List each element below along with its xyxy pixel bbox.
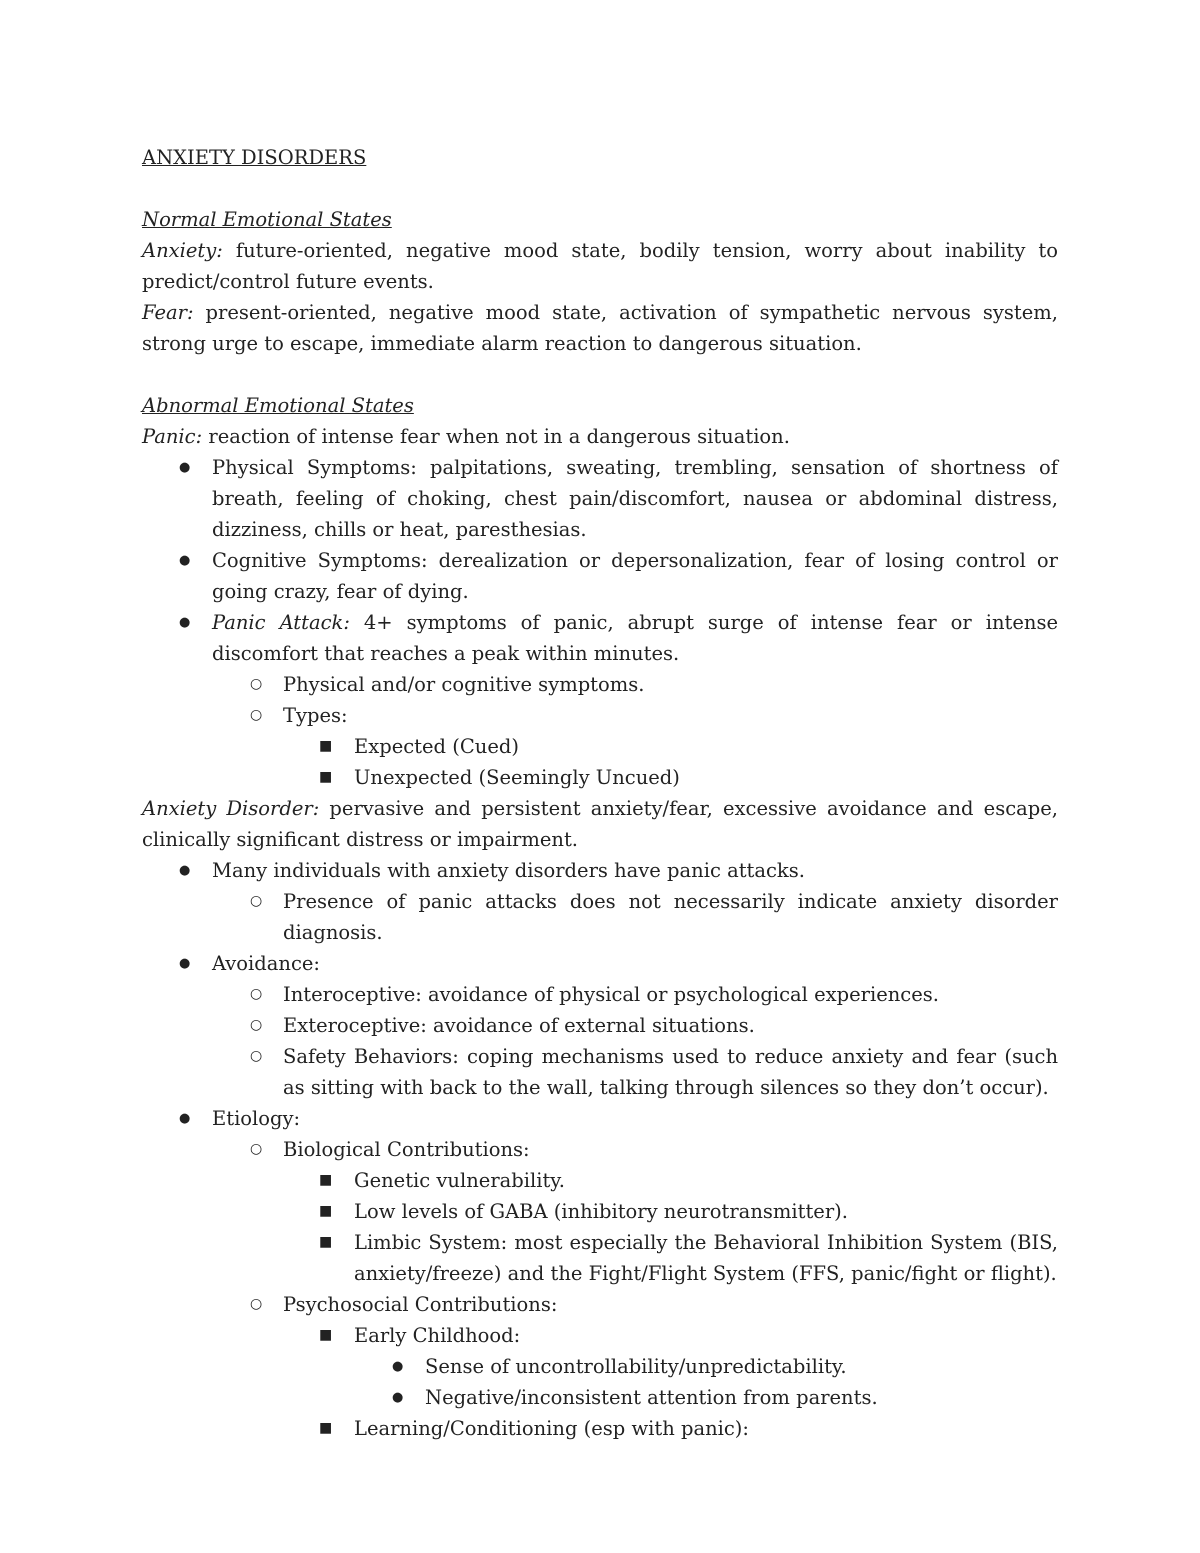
spacer bbox=[142, 173, 1058, 204]
panic-attack-sublist bbox=[212, 669, 1058, 793]
list-item-learning: ■ Learning/Conditioning (esp with panic): bbox=[283, 1413, 1058, 1444]
definition-anxiety: future-oriented, negative mood state, bodily tension, worry about inability to predict/control future events. bbox=[142, 239, 1058, 293]
term-panic-attack: Panic Attack: bbox=[212, 611, 350, 634]
list-item-limbic: ■ Limbic System: most especially the Behavioral Inhibition System (BIS, anxiety/freeze) and the Fight/Flight System (FFS, panic/fight or flight). bbox=[283, 1227, 1058, 1289]
etiology-label: Etiology: bbox=[212, 1107, 301, 1130]
panic-list bbox=[142, 452, 1058, 793]
list-item-avoidance bbox=[142, 948, 1058, 1103]
paragraph-panic bbox=[142, 421, 1058, 452]
list-item-negative: ● Negative/inconsistent attention from parents. bbox=[354, 1382, 1058, 1413]
list-item-biological bbox=[212, 1134, 1058, 1289]
list-item-psychosocial bbox=[212, 1289, 1058, 1444]
definition-panic: reaction of intense fear when not in a dangerous situation. bbox=[202, 425, 790, 448]
disorder-list bbox=[142, 855, 1058, 1444]
spacer bbox=[142, 359, 1058, 390]
definition-panic-attack: 4+ symptoms of panic, abrupt surge of intense fear or intense discomfort that reaches a peak within minutes. bbox=[212, 611, 1058, 665]
types-list bbox=[283, 731, 1058, 793]
section-heading-normal: Normal Emotional States bbox=[142, 208, 392, 231]
list-item-etiology bbox=[142, 1103, 1058, 1444]
list-item-gaba: ■ Low levels of GABA (inhibitory neurotransmitter). bbox=[283, 1196, 1058, 1227]
avoidance-label: Avoidance: bbox=[212, 952, 320, 975]
list-item-presence: ○ Presence of panic attacks does not necessarily indicate anxiety disorder diagnosis. bbox=[212, 886, 1058, 948]
definition-fear: present-oriented, negative mood state, activation of sympathetic nervous system, strong urge to escape, immediate alarm reaction to dangerous situation. bbox=[142, 301, 1058, 355]
list-item-many bbox=[142, 855, 1058, 948]
psychosocial-list bbox=[283, 1320, 1058, 1444]
section-heading-abnormal: Abnormal Emotional States bbox=[142, 394, 414, 417]
definition-anxiety-disorder: pervasive and persistent anxiety/fear, excessive avoidance and escape, clinically significant distress or impairment. bbox=[142, 797, 1058, 851]
etiology-sublist bbox=[212, 1134, 1058, 1444]
childhood-label: Early Childhood: bbox=[354, 1324, 521, 1347]
many-sublist bbox=[212, 886, 1058, 948]
biological-list bbox=[283, 1165, 1058, 1289]
document-page bbox=[142, 142, 1058, 1444]
biological-label: Biological Contributions: bbox=[283, 1138, 530, 1161]
term-panic: Panic: bbox=[142, 425, 203, 448]
list-item-genetic: ■ Genetic vulnerability. bbox=[283, 1165, 1058, 1196]
types-label: Types: bbox=[283, 704, 348, 727]
list-item-sense: ● Sense of uncontrollability/unpredictability. bbox=[354, 1351, 1058, 1382]
childhood-list bbox=[354, 1351, 1058, 1413]
list-item-childhood bbox=[283, 1320, 1058, 1413]
term-anxiety-disorder: Anxiety Disorder: bbox=[142, 797, 320, 820]
avoidance-sublist bbox=[212, 979, 1058, 1103]
list-item-physical: ● Physical Symptoms: palpitations, sweating, trembling, sensation of shortness of breath, feeling of choking, chest pain/discomfort, nausea or abdominal distress, dizziness, chills or heat, paresthesias. bbox=[142, 452, 1058, 545]
list-item-exteroceptive: ○ Exteroceptive: avoidance of external situations. bbox=[212, 1010, 1058, 1041]
list-item-unexpected: ■ Unexpected (Seemingly Uncued) bbox=[283, 762, 1058, 793]
list-item-interoceptive: ○ Interoceptive: avoidance of physical or psychological experiences. bbox=[212, 979, 1058, 1010]
paragraph-fear bbox=[142, 297, 1058, 359]
psychosocial-label: Psychosocial Contributions: bbox=[283, 1293, 558, 1316]
list-item-safety: ○ Safety Behaviors: coping mechanisms used to reduce anxiety and fear (such as sitting with back to the wall, talking through silences so they don’t occur). bbox=[212, 1041, 1058, 1103]
list-item-types bbox=[212, 700, 1058, 793]
document-title: ANXIETY DISORDERS bbox=[142, 146, 367, 169]
paragraph-anxiety bbox=[142, 235, 1058, 297]
list-item-cognitive: ● Cognitive Symptoms: derealization or depersonalization, fear of losing control or going crazy, fear of dying. bbox=[142, 545, 1058, 607]
paragraph-anxiety-disorder bbox=[142, 793, 1058, 855]
many-text: Many individuals with anxiety disorders have panic attacks. bbox=[212, 859, 805, 882]
list-item-physical-cognitive: ○ Physical and/or cognitive symptoms. bbox=[212, 669, 1058, 700]
term-anxiety: Anxiety: bbox=[142, 239, 223, 262]
list-item-expected: ■ Expected (Cued) bbox=[283, 731, 1058, 762]
term-fear: Fear: bbox=[142, 301, 194, 324]
list-item-panic-attack bbox=[142, 607, 1058, 793]
